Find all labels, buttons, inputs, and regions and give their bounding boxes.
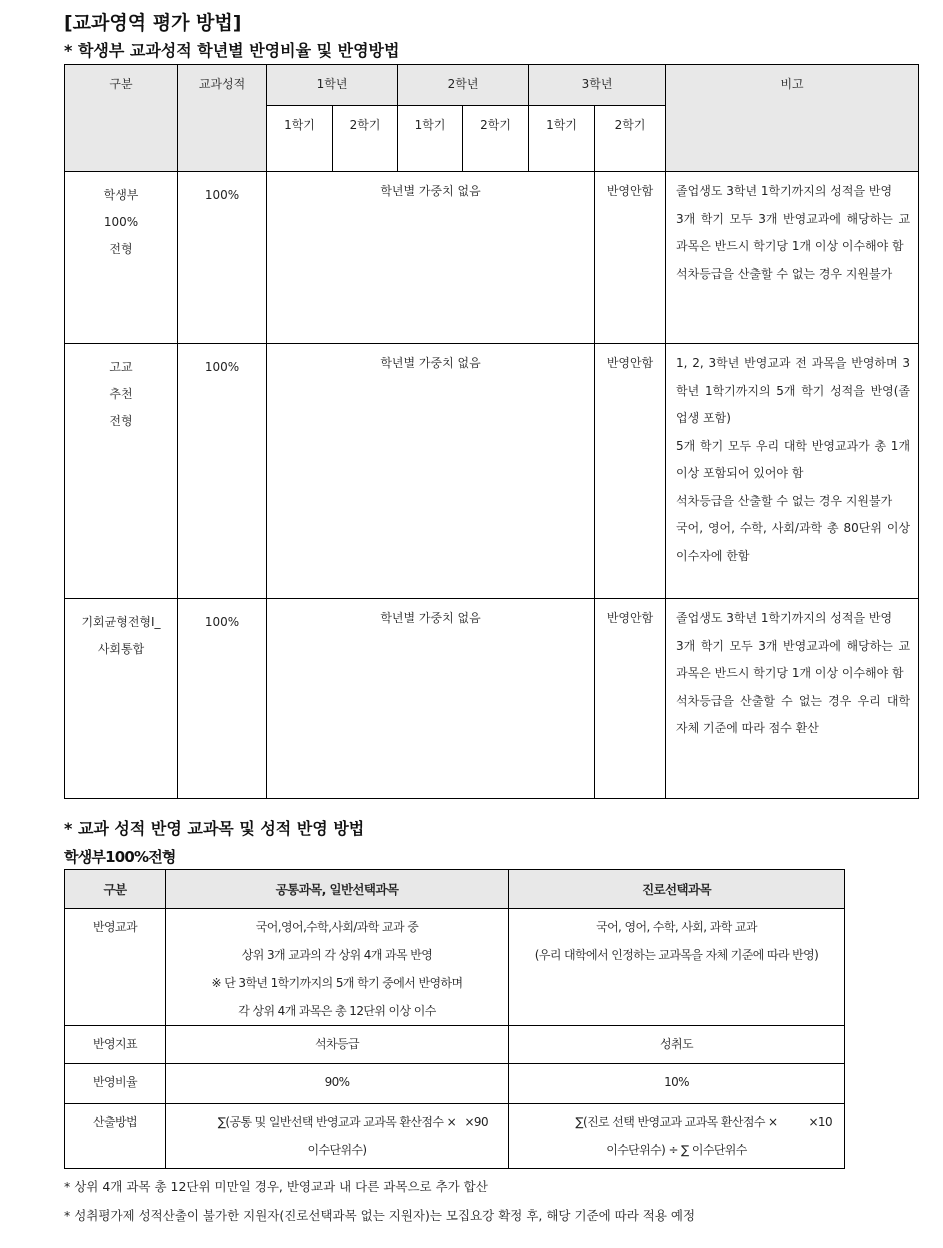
row-label: 반영비율 xyxy=(65,1064,166,1104)
row-category: 학생부 100% 전형 xyxy=(65,172,178,344)
row-career: 국어, 영어, 수학, 사회, 과학 교과 (우리 대학에서 인정하는 교과목을 자체 기준에 따라 반영) xyxy=(509,909,845,1026)
header-category: 구분 xyxy=(65,65,178,172)
row-general: 국어,영어,수학,사회/과학 교과 중 상위 3개 교과의 각 상위 4개 과목 반영 ※ 단 3학년 1학기까지의 5개 학기 중에서 반영하며 각 상위 4개 과목은 총 12단위 이상 이수 xyxy=(166,909,509,1026)
header-grade-score: 교과성적 xyxy=(178,65,267,172)
table-row xyxy=(65,1104,845,1169)
header-y1-s1: 1학기 xyxy=(267,106,333,172)
grade-ratio-table xyxy=(64,64,919,799)
header-remarks: 비고 xyxy=(666,65,919,172)
row-general: 90% xyxy=(166,1064,509,1104)
table-row xyxy=(65,599,919,799)
header-y2-s1: 1학기 xyxy=(398,106,463,172)
header-y3-s2: 2학기 xyxy=(595,106,666,172)
row-remarks: 1, 2, 3학년 반영교과 전 과목을 반영하며 3학년 1학기까지의 5개 학기 성적을 반영(졸업생 포함) 5개 학기 모두 우리 대학 반영교과가 총 1개 이상 포함되어 있어야 함 석차등급을 산출할 수 없는 경우 지원불가 국어, 영어, 수학, 사회/과학 총 80단위 이상 이수자에 한함 xyxy=(666,344,919,599)
row-reflect: 반영안함 xyxy=(595,344,666,599)
header-category: 구분 xyxy=(65,870,166,909)
general-multiplier: ×90 xyxy=(464,1115,488,1129)
subtitle-grade-ratio: * 학생부 교과성적 학년별 반영비율 및 반영방법 xyxy=(64,41,400,60)
row-remarks: 졸업생도 3학년 1학기까지의 성적을 반영 3개 학기 모두 3개 반영교과에 해당하는 교과목은 반드시 학기당 1개 이상 이수해야 함 석차등급을 산출할 수 없는 경우 우리 대학 자체 기준에 따라 점수 환산 xyxy=(666,599,919,799)
table-row xyxy=(65,344,919,599)
section-title: [교과영역 평가 방법] xyxy=(64,12,242,34)
header-year2: 2학년 xyxy=(398,65,529,106)
table-row xyxy=(65,1026,845,1064)
table-row xyxy=(65,1064,845,1104)
row-score: 100% xyxy=(178,172,267,344)
row-career: 10% xyxy=(509,1064,845,1104)
footnote-1: * 상위 4개 과목 총 12단위 미만일 경우, 반영교과 내 다른 과목으로 추가 합산 xyxy=(64,1179,488,1194)
header-year3: 3학년 xyxy=(529,65,666,106)
header-y2-s2: 2학기 xyxy=(463,106,529,172)
row-weight: 학년별 가중치 없음 xyxy=(267,599,595,799)
header-y3-s1: 1학기 xyxy=(529,106,595,172)
row-label: 산출방법 xyxy=(65,1104,166,1169)
row-category: 기회균형전형Ⅰ_ 사회통합 xyxy=(65,599,178,799)
subtitle-admission-type: 학생부100%전형 xyxy=(64,848,176,866)
row-label: 반영교과 xyxy=(65,909,166,1026)
table-row xyxy=(65,909,845,1026)
row-career: 성취도 xyxy=(509,1026,845,1064)
row-weight: 학년별 가중치 없음 xyxy=(267,344,595,599)
row-reflect: 반영안함 xyxy=(595,599,666,799)
row-label: 반영지표 xyxy=(65,1026,166,1064)
subject-method-table xyxy=(64,869,845,1169)
row-reflect: 반영안함 xyxy=(595,172,666,344)
row-score: 100% xyxy=(178,599,267,799)
row-score: 100% xyxy=(178,344,267,599)
header-y1-s2: 2학기 xyxy=(333,106,398,172)
row-general: ∑(공통 및 일반선택 반영교과 교과목 환산점수 × 이수단위수) ×90 xyxy=(166,1104,509,1169)
header-career-subjects: 진로선택과목 xyxy=(509,870,845,909)
header-year1: 1학년 xyxy=(267,65,398,106)
row-weight: 학년별 가중치 없음 xyxy=(267,172,595,344)
subtitle-subjects: * 교과 성적 반영 교과목 및 성적 반영 방법 xyxy=(64,819,365,838)
footnote-2: * 성취평가제 성적산출이 불가한 지원자(진로선택과목 없는 지원자)는 모집요강 확정 후, 해당 기준에 따라 적용 예정 xyxy=(64,1208,696,1223)
row-remarks: 졸업생도 3학년 1학기까지의 성적을 반영 3개 학기 모두 3개 반영교과에 해당하는 교과목은 반드시 학기당 1개 이상 이수해야 함 석차등급을 산출할 수 없는 경우 지원불가 xyxy=(666,172,919,344)
table-row xyxy=(65,172,919,344)
career-multiplier: ×10 xyxy=(808,1115,832,1129)
row-category: 고교 추천 전형 xyxy=(65,344,178,599)
row-career: ∑(진로 선택 반영교과 교과목 환산점수 × 이수단위수) ÷ ∑ 이수단위수 ×10 xyxy=(509,1104,845,1169)
header-general-subjects: 공통과목, 일반선택과목 xyxy=(166,870,509,909)
row-general: 석차등급 xyxy=(166,1026,509,1064)
